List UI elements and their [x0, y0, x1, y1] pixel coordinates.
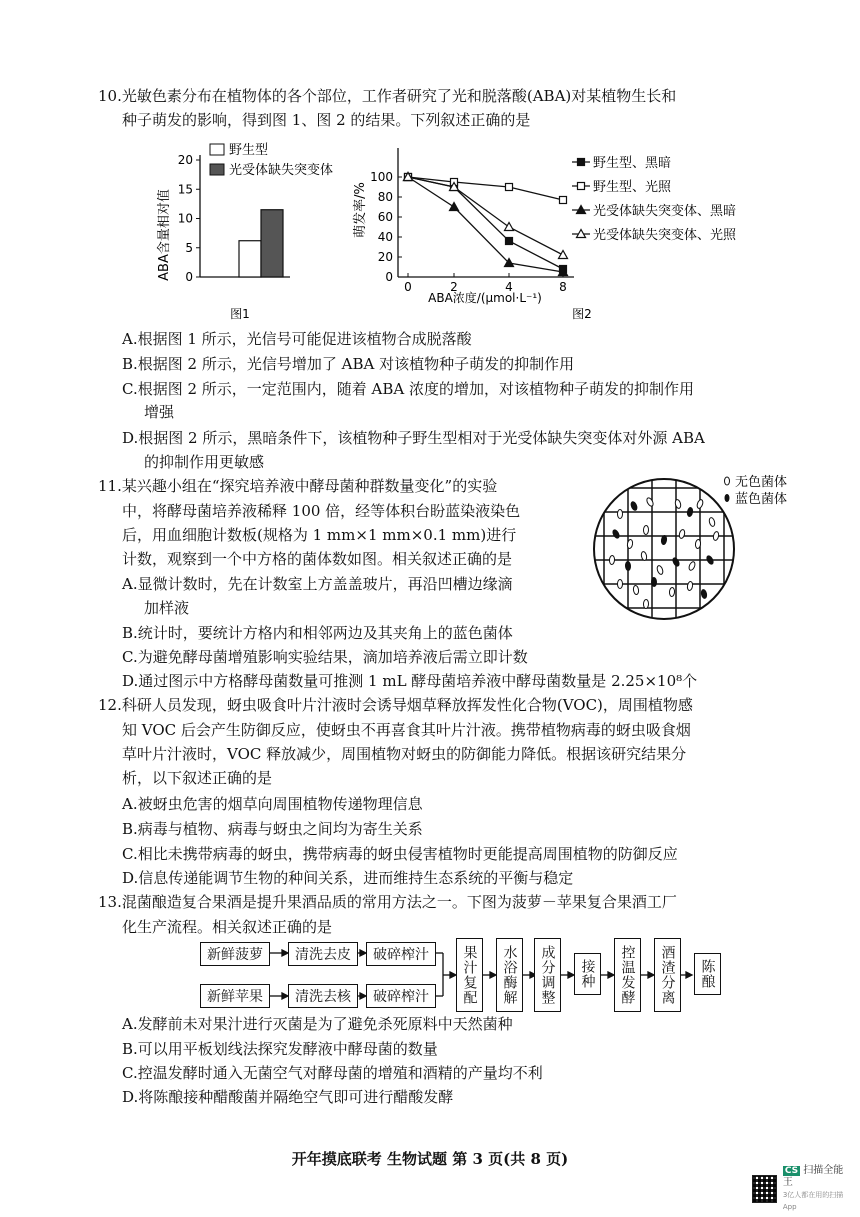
fig2-legend-label: 野生型、黑暗 — [593, 156, 672, 171]
q11-stem-line-4: 计数，观察到一个中方格的菌体数如图。相关叙述正确的是 — [122, 550, 513, 568]
fig1-legend-label: 野生型 — [229, 143, 269, 158]
q10-option-c: C.根据图 2 所示，一定范围内，随着 ABA 浓度的增加，对该植物种子萌发的抑制作用 — [122, 380, 695, 398]
q11-option-d: D.通过图示中方格酵母菌数量可推测 1 mL 酵母菌培养液中酵母菌数量是 2.25×10⁸个 — [122, 672, 698, 690]
fig2-ytick-label: 80 — [377, 190, 393, 204]
q10-option-d: D.根据图 2 所示，黑暗条件下，该植物种子野生型相对于光受体缺失突变体对外源 ABA — [122, 429, 705, 447]
blue-yeast-cell — [651, 577, 656, 586]
page-footer: 开年摸底联考 生物试题 第 3 页(共 8 页) — [291, 1150, 569, 1168]
fig2-legend-label: 光受体缺失突变体、光照 — [593, 228, 737, 243]
q12-option-d: D.信息传递能调节生物的种间关系，进而维持生态系统的平衡与稳定 — [122, 869, 574, 887]
flow-fresh-apple: 新鲜苹果 — [200, 984, 270, 1008]
fig2-series-line — [408, 177, 563, 200]
q12-option-a: A.被蚜虫危害的烟草向周围植物传递物理信息 — [122, 795, 423, 813]
q11-stem-line-2: 中，将酵母菌培养液稀释 100 倍，经等体积台盼蓝染液染色 — [122, 502, 521, 520]
flow-temp-fermentation: 控温发酵 — [614, 938, 641, 1012]
fig1-legend-swatch — [210, 144, 224, 155]
fig2-point — [450, 203, 459, 211]
scanner-name: 扫描全能王 — [782, 1165, 844, 1188]
fig2-point — [505, 223, 514, 231]
fig2-xlabel: ABA浓度/(μmol·L⁻¹) — [428, 291, 542, 305]
fig2-ytick-label: 100 — [370, 170, 393, 184]
fig2-legend-marker — [578, 183, 585, 190]
fig1-ytick-label: 20 — [177, 153, 193, 167]
fig2-xtick-label: 8 — [559, 280, 567, 294]
q12-stem-line-3: 草叶片汁液时，VOC 释放减少，周围植物对蚜虫的防御能力降低。根据该研究结果分 — [122, 745, 687, 763]
flow-water-bath-enzymolysis: 水浴酶解 — [496, 938, 523, 1012]
flow-crush-juice-2: 破碎榨汁 — [366, 984, 436, 1008]
fig2-series-line — [408, 177, 563, 272]
fig1-legend-label: 光受体缺失突变体 — [229, 163, 334, 178]
q10-option-d-cont: 的抑制作用更敏感 — [144, 453, 265, 471]
fig2-xtick-label: 2 — [450, 280, 458, 294]
flow-juice-blending: 果汁复配 — [456, 938, 483, 1012]
q12-option-c: C.相比未携带病毒的蚜虫，携带病毒的蚜虫侵害植物时更能提高周围植物的防御反应 — [122, 845, 678, 863]
q10-stem-line-2: 种子萌发的影响，得到图 1、图 2 的结果。下列叙述正确的是 — [122, 111, 531, 129]
flow-fresh-pineapple: 新鲜菠萝 — [200, 942, 270, 966]
fig1-ytick-label: 10 — [177, 211, 193, 226]
colorless-yeast-cell — [669, 587, 675, 596]
fig2-ytick-label: 40 — [377, 230, 393, 244]
fig2-ylabel: 萌发率/% — [353, 182, 368, 238]
fig1-ylabel: ABA含量相对值 — [157, 189, 172, 281]
figure-2-line-chart — [350, 140, 780, 325]
q12-stem-line-2: 知 VOC 后会产生防御反应，使蚜虫不再喜食其叶片汁液。携带植物病毒的蚜虫吸食烟 — [122, 721, 691, 739]
flow-aging: 陈酿 — [694, 953, 721, 995]
fig1-bar — [239, 241, 261, 277]
fig2-ytick-label: 60 — [377, 210, 393, 224]
fig2-xtick-label: 4 — [505, 280, 513, 294]
flow-inoculation: 接种 — [574, 953, 601, 995]
flow-crush-juice-1: 破碎榨汁 — [366, 942, 436, 966]
q10-option-c-cont: 增强 — [144, 403, 175, 421]
fig2-xtick-label: 0 — [404, 280, 412, 294]
q13-stem-line-2: 化生产流程。相关叙述正确的是 — [122, 918, 333, 936]
q13-stem-line-1: 13.混菌酿造复合果酒是提升果酒品质的常用方法之一。下图为菠萝－苹果复合果酒工厂 — [98, 893, 677, 911]
q12-stem-line-1: 12.科研人员发现，蚜虫吸食叶片汁液时会诱导烟草释放挥发性化合物(VOC)，周围植物感 — [98, 696, 693, 714]
fig2-series-line — [408, 177, 563, 269]
q12-option-b: B.病毒与植物、病毒与蚜虫之间均为寄生关系 — [122, 820, 423, 838]
fig2-series-line — [408, 177, 563, 255]
fig2-point — [506, 184, 513, 191]
q10-stem-line-1: 10.光敏色素分布在植物体的各个部位，工作者研究了光和脱落酸(ABA)对某植物生长和 — [98, 87, 677, 105]
fig1-legend-swatch — [210, 164, 224, 175]
colorless-yeast-cell — [609, 555, 615, 564]
flow-wash-peel: 清洗去皮 — [288, 942, 358, 966]
q12-stem-line-4: 析，以下叙述正确的是 — [122, 769, 273, 787]
q11-stem-line-3: 后，用血细胞计数板(规格为 1 mm×1 mm×0.1 mm)进行 — [122, 526, 517, 544]
cs-badge: CS — [784, 1166, 799, 1176]
fig1-bar — [261, 210, 283, 277]
q13-option-b: B.可以用平板划线法探究发酵液中酵母菌的数量 — [122, 1040, 438, 1058]
fig2-point — [506, 238, 513, 245]
q11-option-a: A.显微计数时，先在计数室上方盖盖玻片，再沿凹槽边缘滴 — [122, 575, 513, 593]
fig1-title: 图1 — [230, 307, 250, 321]
fig1-ytick-label: 15 — [177, 182, 193, 197]
blue-yeast-cell — [625, 561, 631, 570]
q11-option-c: C.为避免酵母菌增殖影响实验结果，滴加培养液后需立即计数 — [122, 648, 528, 666]
fig2-point — [560, 197, 567, 204]
hemocytometer-figure — [590, 474, 820, 624]
q10-option-b: B.根据图 2 所示，光信号增加了 ABA 对该植物种子萌发的抑制作用 — [122, 355, 575, 373]
q11-option-b: B.统计时，要统计方格内和相邻两边及其夹角上的蓝色菌体 — [122, 624, 513, 642]
qr-code-icon — [752, 1175, 777, 1203]
q13-option-c: C.控温发酵时通入无菌空气对酵母菌的增殖和酒精的产量均不利 — [122, 1064, 543, 1082]
colorless-yeast-cell — [643, 525, 648, 534]
fig2-legend-marker — [578, 159, 585, 166]
colorless-yeast-cell — [618, 580, 623, 589]
colorless-yeast-cell — [643, 599, 648, 608]
colorless-yeast-cell — [695, 539, 701, 548]
fig1-ytick-label: 0 — [185, 270, 193, 284]
fig2-legend-label: 野生型、光照 — [593, 180, 672, 195]
flow-dregs-separation: 酒渣分离 — [654, 938, 681, 1012]
q10-option-a: A.根据图 1 所示，光信号可能促进该植物合成脱落酸 — [122, 330, 472, 348]
q11-stem-line-1: 11.某兴趣小组在“探究培养液中酵母菌种群数量变化”的实验 — [98, 477, 498, 495]
scanner-watermark — [752, 1165, 848, 1211]
fig2-legend-label: 光受体缺失突变体、黑暗 — [593, 204, 737, 219]
legend-blue: 蓝色菌体 — [735, 492, 788, 507]
colorless-yeast-cell — [618, 510, 623, 519]
fig2-ytick-label: 20 — [377, 250, 393, 264]
flow-component-adjust: 成分调整 — [534, 938, 561, 1012]
fig2-title: 图2 — [572, 307, 592, 321]
flow-wash-core: 清洗去核 — [288, 984, 358, 1008]
legend-colorless: 无色菌体 — [735, 475, 788, 490]
fig2-point — [559, 251, 568, 259]
fig1-ytick-label: 5 — [185, 240, 193, 255]
q13-option-a: A.发酵前未对果汁进行灭菌是为了避免杀死原料中天然菌种 — [122, 1015, 513, 1033]
q13-option-d: D.将陈酿接种醋酸菌并隔绝空气即可进行醋酸发酵 — [122, 1088, 454, 1106]
figure-1-bar-chart — [150, 140, 360, 325]
q11-option-a-cont: 加样液 — [144, 599, 190, 617]
scanner-tagline: 3亿人都在用的扫描App — [782, 1191, 844, 1211]
fig2-ytick-label: 0 — [385, 270, 393, 284]
